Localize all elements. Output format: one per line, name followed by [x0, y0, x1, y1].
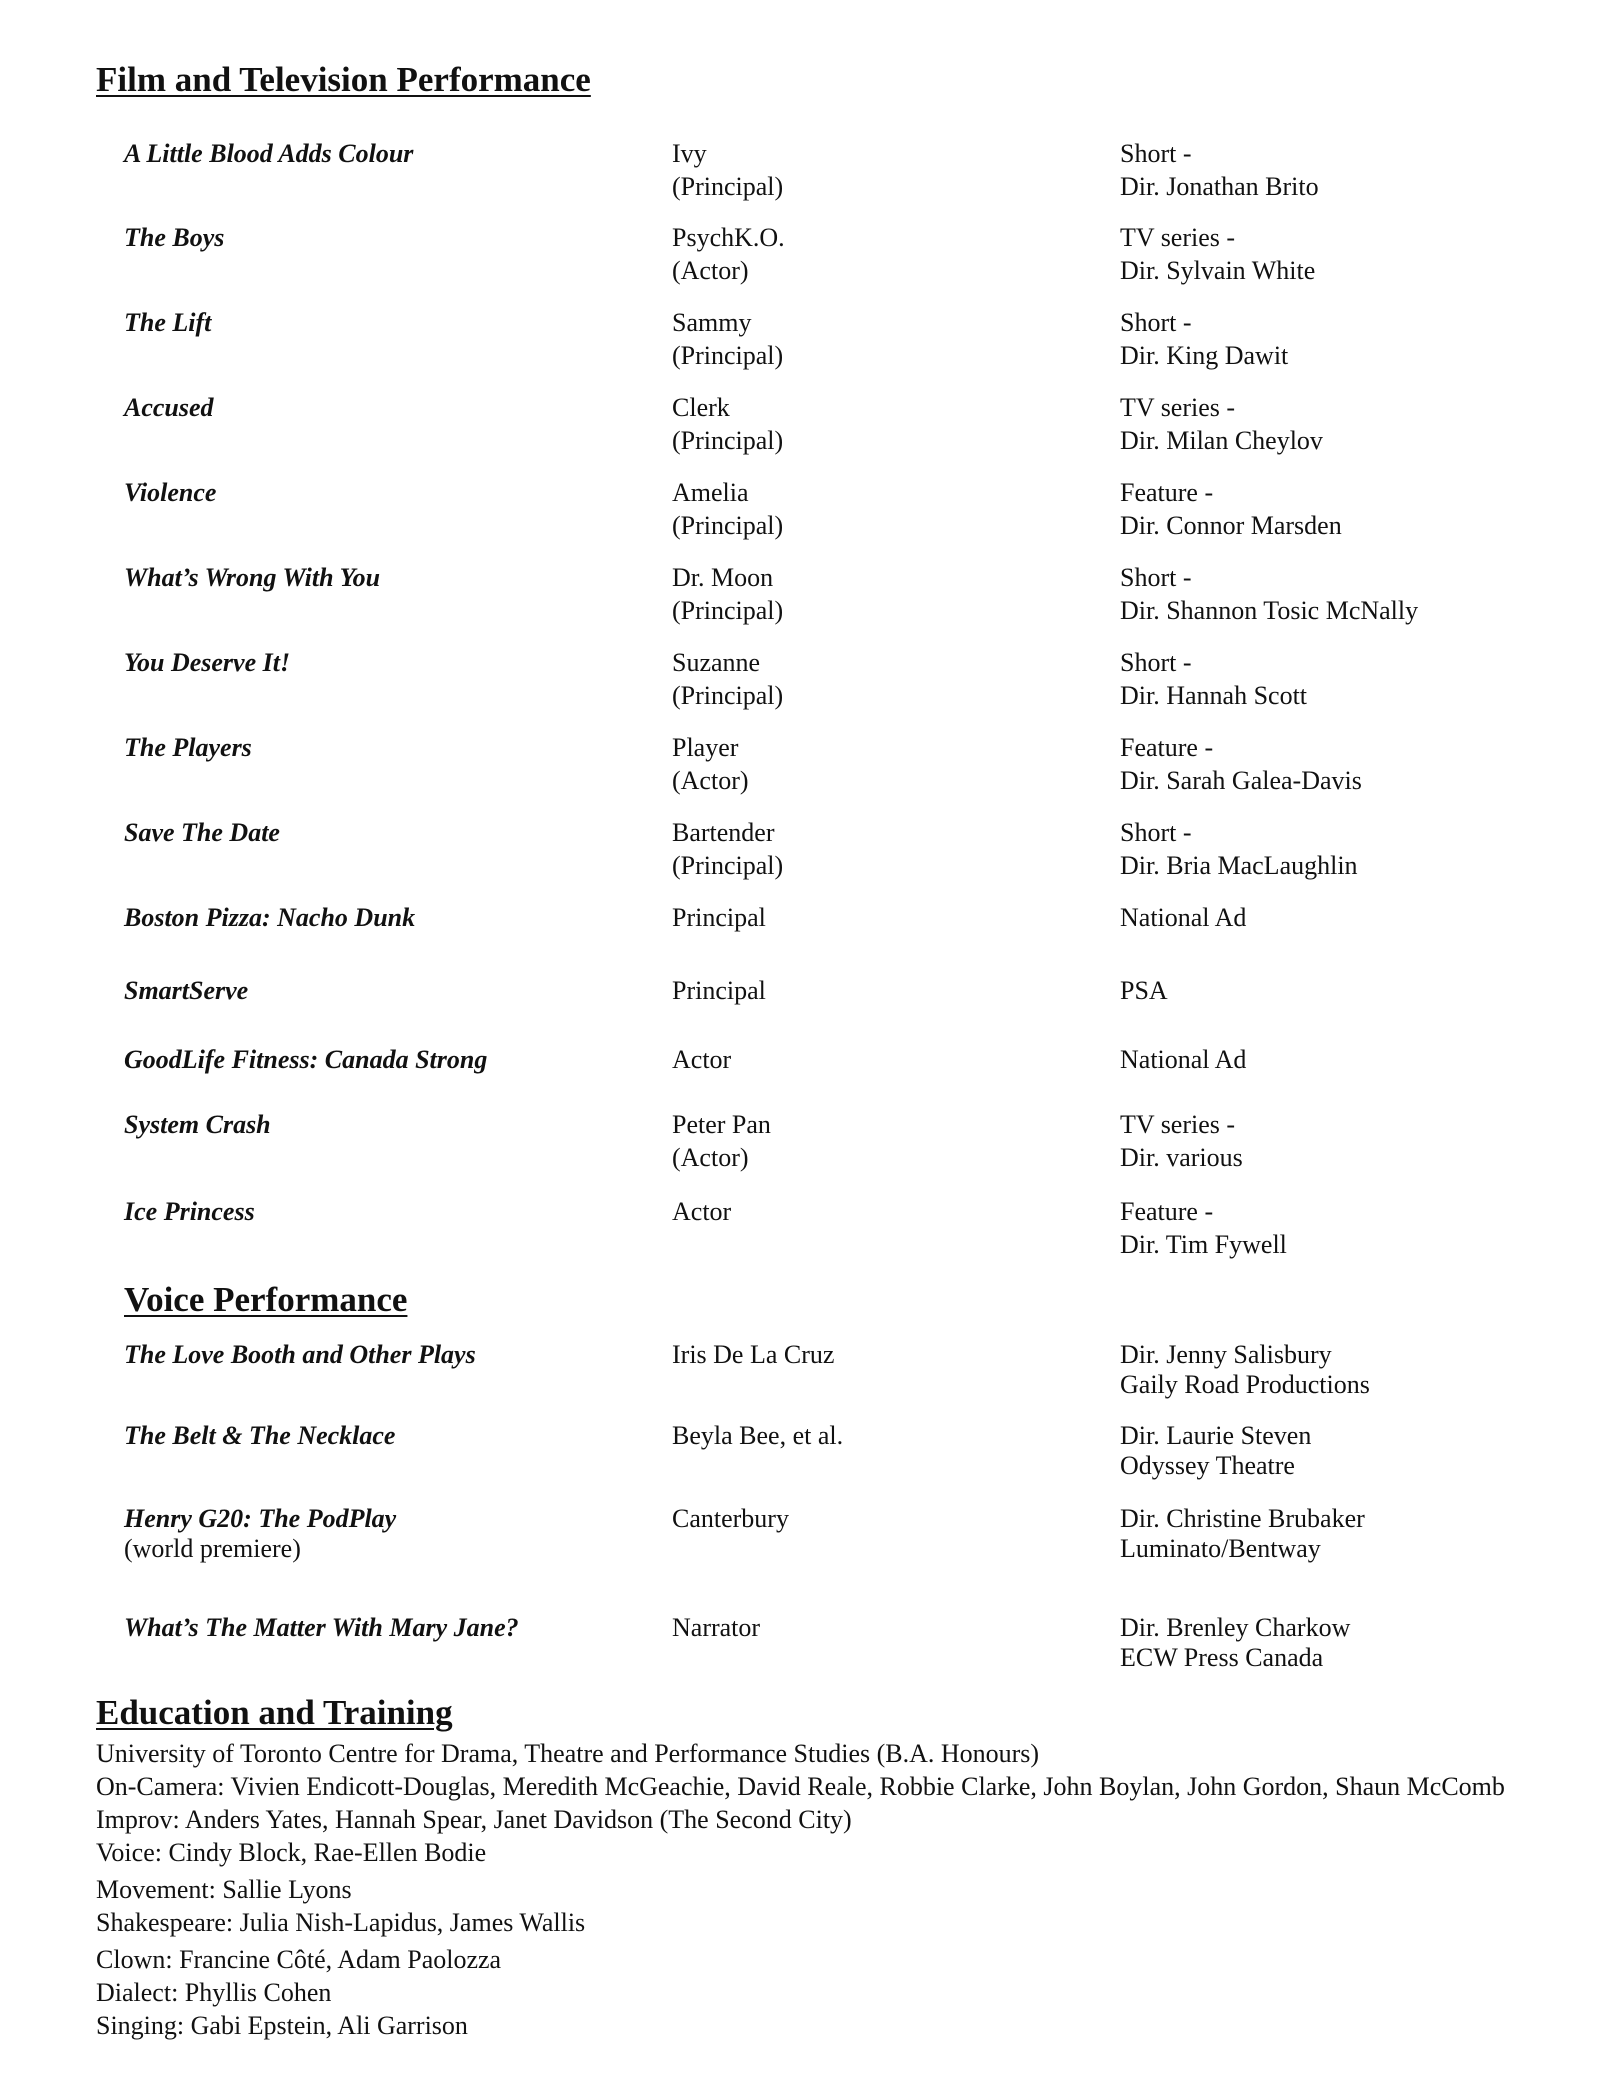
credit-role: PsychK.O. [672, 223, 785, 252]
credit-title: You Deserve It! [124, 648, 291, 677]
voice-title-cell [124, 1504, 396, 1564]
credit-role-type: (Principal) [672, 341, 784, 370]
credit-role: Player [672, 733, 739, 762]
credit-role-cell [672, 1108, 771, 1174]
credit-role-type: (Principal) [672, 426, 784, 455]
credit-role-cell [672, 646, 783, 712]
credit-role-cell [672, 306, 783, 372]
credit-format: Short - [1120, 818, 1192, 847]
voice-company: Odyssey Theatre [1120, 1451, 1295, 1480]
credit-role: Principal [672, 903, 766, 932]
voice-heading: Voice Performance [124, 1280, 408, 1319]
credit-production-cell [1120, 646, 1307, 712]
education-item: Singing: Gabi Epstein, Ali Garrison [96, 2011, 468, 2040]
credit-role: Bartender [672, 818, 775, 847]
film-tv-heading: Film and Television Performance [96, 60, 591, 99]
education-item: Shakespeare: Julia Nish-Lapidus, James Wallis [96, 1908, 586, 1937]
credit-production-cell [1120, 1043, 1246, 1076]
credit-title: SmartServe [124, 976, 249, 1005]
credit-title: GoodLife Fitness: Canada Strong [124, 1045, 488, 1074]
voice-title: The Belt & The Necklace [124, 1421, 396, 1450]
credit-role-type: (Actor) [672, 766, 749, 795]
credit-role: Peter Pan [672, 1110, 771, 1139]
credit-director: Dir. Connor Marsden [1120, 511, 1342, 540]
credit-role-cell [672, 561, 783, 627]
credit-format: TV series - [1120, 1110, 1236, 1139]
credit-production-cell [1120, 476, 1342, 542]
credit-production-cell [1120, 816, 1358, 882]
credit-format: Short - [1120, 139, 1192, 168]
credit-format: Feature - [1120, 1197, 1214, 1226]
credit-director: Dir. Jonathan Brito [1120, 172, 1319, 201]
credit-director: Dir. various [1120, 1143, 1243, 1172]
voice-title-cell [124, 1340, 476, 1370]
voice-company: Luminato/Bentway [1120, 1534, 1321, 1563]
credit-role-cell [672, 1043, 731, 1076]
credit-title: The Boys [124, 223, 225, 252]
credit-director: Dir. King Dawit [1120, 341, 1289, 370]
credit-role-cell [672, 391, 783, 457]
education-item: University of Toronto Centre for Drama, Theatre and Performance Studies (B.A. Honours) [96, 1739, 1040, 1768]
credit-title: Boston Pizza: Nacho Dunk [124, 903, 416, 932]
credit-format: TV series - [1120, 223, 1236, 252]
credit-director: Dir. Hannah Scott [1120, 681, 1308, 710]
credit-format: Feature - [1120, 478, 1214, 507]
education-item: Dialect: Phyllis Cohen [96, 1978, 332, 2007]
credit-title: Accused [124, 393, 214, 422]
credit-role-type: (Principal) [672, 511, 784, 540]
voice-company: Gaily Road Productions [1120, 1370, 1370, 1399]
credit-role-type: (Principal) [672, 172, 784, 201]
credit-production-cell [1120, 137, 1319, 203]
credit-format: TV series - [1120, 393, 1236, 422]
credit-title: The Lift [124, 308, 212, 337]
credit-role-cell [672, 901, 766, 934]
credit-production-cell [1120, 391, 1323, 457]
credit-format: PSA [1120, 976, 1168, 1005]
voice-title-note: (world premiere) [124, 1534, 301, 1563]
credit-role: Suzanne [672, 648, 761, 677]
credit-role: Amelia [672, 478, 749, 507]
credit-role-cell [672, 476, 783, 542]
education-item: Voice: Cindy Block, Rae-Ellen Bodie [96, 1838, 487, 1867]
credit-format: Short - [1120, 563, 1192, 592]
credit-production-cell [1120, 901, 1246, 934]
credit-role-cell [672, 137, 783, 203]
credit-role-cell [672, 221, 785, 287]
voice-production-cell [1120, 1340, 1370, 1400]
credit-title: Save The Date [124, 818, 280, 847]
credit-role: Dr. Moon [672, 563, 774, 592]
credit-production-cell [1120, 306, 1288, 372]
credit-format: Feature - [1120, 733, 1214, 762]
credit-role: Principal [672, 976, 766, 1005]
voice-title-cell [124, 1613, 519, 1643]
voice-director: Dir. Christine Brubaker [1120, 1504, 1365, 1533]
credit-production-cell [1120, 1108, 1243, 1174]
voice-role: Narrator [672, 1613, 761, 1642]
voice-title: Henry G20: The PodPlay [124, 1504, 397, 1533]
education-item: Movement: Sallie Lyons [96, 1875, 352, 1904]
credit-title: System Crash [124, 1110, 271, 1139]
voice-company: ECW Press Canada [1120, 1643, 1324, 1672]
voice-role: Canterbury [672, 1504, 789, 1533]
credit-format: National Ad [1120, 903, 1247, 932]
voice-title-cell [124, 1421, 395, 1451]
education-item: Improv: Anders Yates, Hannah Spear, Janet Davidson (The Second City) [96, 1805, 852, 1834]
credit-role: Actor [672, 1045, 732, 1074]
education-item: On-Camera: Vivien Endicott-Douglas, Meredith McGeachie, David Reale, Robbie Clarke, John Boylan, John Gordon, Shaun McComb [96, 1772, 1505, 1801]
voice-title: What’s The Matter With Mary Jane? [124, 1613, 519, 1642]
credit-director: Dir. Milan Cheylov [1120, 426, 1323, 455]
credit-production-cell [1120, 731, 1362, 797]
credit-role: Clerk [672, 393, 730, 422]
voice-director: Dir. Laurie Steven [1120, 1421, 1312, 1450]
credit-format: Short - [1120, 648, 1192, 677]
voice-role: Beyla Bee, et al. [672, 1421, 844, 1450]
voice-role: Iris De La Cruz [672, 1340, 835, 1369]
credit-format: Short - [1120, 308, 1192, 337]
credit-role-cell [672, 731, 749, 797]
credit-title: Violence [124, 478, 217, 507]
credit-director: Dir. Shannon Tosic McNally [1120, 596, 1419, 625]
voice-production-cell [1120, 1421, 1311, 1481]
credit-director: Dir. Sylvain White [1120, 256, 1316, 285]
credit-role: Ivy [672, 139, 707, 168]
credit-role: Actor [672, 1197, 732, 1226]
credit-role-cell [672, 1195, 731, 1228]
voice-production-cell [1120, 1613, 1350, 1673]
credit-title: What’s Wrong With You [124, 563, 381, 592]
credit-role-type: (Actor) [672, 1143, 749, 1172]
credit-director: Dir. Sarah Galea-Davis [1120, 766, 1362, 795]
credit-director: Dir. Bria MacLaughlin [1120, 851, 1358, 880]
credit-title: A Little Blood Adds Colour [124, 139, 414, 168]
credit-role-cell [672, 974, 766, 1007]
credit-production-cell [1120, 561, 1418, 627]
education-heading: Education and Training [96, 1693, 453, 1732]
credit-format: National Ad [1120, 1045, 1247, 1074]
education-item: Clown: Francine Côté, Adam Paolozza [96, 1945, 502, 1974]
credit-production-cell [1120, 974, 1168, 1007]
credit-role-type: (Principal) [672, 851, 784, 880]
voice-production-cell [1120, 1504, 1365, 1564]
credit-director: Dir. Tim Fywell [1120, 1230, 1287, 1259]
credit-role-type: (Principal) [672, 596, 784, 625]
credit-title: The Players [124, 733, 252, 762]
credit-role-type: (Actor) [672, 256, 749, 285]
education-list [96, 1737, 1505, 2042]
credit-title: Ice Princess [124, 1197, 255, 1226]
credit-production-cell [1120, 1195, 1287, 1261]
credit-role-type: (Principal) [672, 681, 784, 710]
voice-director: Dir. Brenley Charkow [1120, 1613, 1351, 1642]
credit-role: Sammy [672, 308, 752, 337]
voice-director: Dir. Jenny Salisbury [1120, 1340, 1332, 1369]
credit-production-cell [1120, 221, 1315, 287]
voice-title: The Love Booth and Other Plays [124, 1340, 476, 1369]
credit-role-cell [672, 816, 783, 882]
